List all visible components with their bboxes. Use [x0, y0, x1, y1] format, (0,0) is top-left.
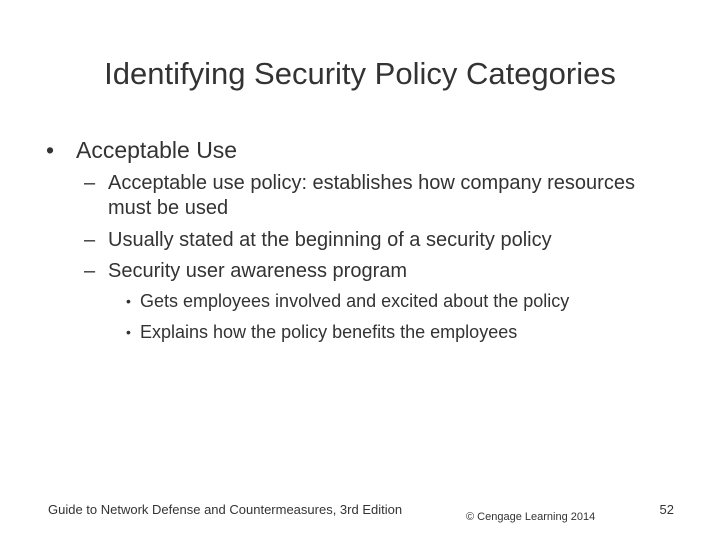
- dash-marker: –: [84, 229, 96, 251]
- sub-bullet-text: Acceptable use policy: establishes how company resources must be used: [108, 172, 635, 219]
- sub-bullet-usually-stated: [84, 228, 648, 253]
- sub-sub-bullet-text: Explains how the policy benefits the employees: [140, 322, 518, 342]
- bullet-acceptable-use: [46, 134, 237, 166]
- page-number: 52: [659, 502, 674, 517]
- sub-sub-bullet-text: Gets employees involved and excited about the policy: [140, 291, 570, 311]
- bullet-dot: •: [126, 324, 131, 340]
- dash-marker: –: [84, 172, 96, 194]
- bullet-dot: •: [46, 137, 55, 163]
- sub-bullet-text: Usually stated at the beginning of a security policy: [108, 229, 552, 251]
- sub-bullet-awareness-program: [84, 259, 648, 284]
- footer-copyright: © Cengage Learning 2014: [466, 511, 596, 523]
- sub-bullet-text: Security user awareness program: [108, 260, 408, 282]
- slide-title: Identifying Security Policy Categories: [104, 56, 616, 91]
- bullet-dot: •: [126, 293, 131, 309]
- bullet-text: Acceptable Use: [76, 137, 238, 163]
- footer-book-title: Guide to Network Defense and Countermeasures, 3rd Edition: [48, 502, 403, 517]
- sub-sub-bullet-gets-employees: [126, 289, 569, 313]
- dash-marker: –: [84, 260, 96, 282]
- sub-bullet-acceptable-use-policy: [84, 171, 648, 221]
- sub-sub-bullet-explains: [126, 320, 517, 344]
